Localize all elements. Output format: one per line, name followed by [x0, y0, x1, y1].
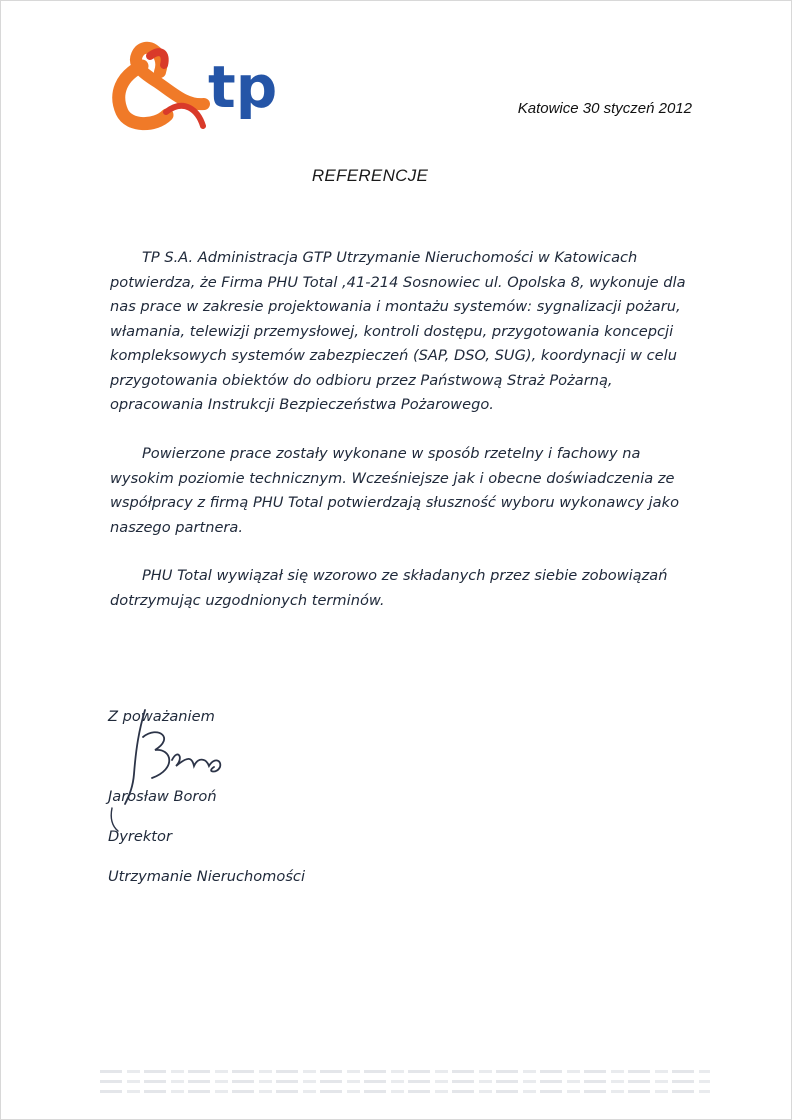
signatory-department: Utrzymanie Nieruchomości	[108, 868, 306, 885]
footer-line	[100, 1070, 710, 1073]
faded-footer	[100, 1070, 710, 1100]
tp-logo-text: tp	[208, 53, 278, 121]
handwritten-signature-icon	[100, 690, 240, 840]
tp-logo-icon	[112, 34, 282, 134]
paragraph-1: TP S.A. Administracja GTP Utrzymanie Nieruchomości w Katowicach potwierdza, że Firma PHU Total ,41-214 Sosnowiec ul. Opolska 8, wykonuje dla nas prace w zakresie projektowania i montażu systemów: sygnalizacji pożaru, włamania, telewizji przemysłowej, kontroli dostępu, przygotowania koncepcji kompleksowych systemów zabezpieczeń (SAP, DSO, SUG), koordynacji w celu przygotowania obiektów do odbioru przez Państwową Straż Pożarną, opracowania Instrukcji Bezpieczeństwa Pożarowego.	[110, 249, 686, 413]
paragraph-2: Powierzone prace zostały wykonane w sposób rzetelny i fachowy na wysokim poziomie technicznym. Wcześniejsze jak i obecne doświadczenia ze współpracy z firmą PHU Total potwierdzają słuszność wyboru wykonawcy jako naszego partnera.	[110, 445, 679, 536]
signatory-role: Dyrektor	[108, 828, 172, 845]
signature-graphic	[100, 690, 240, 840]
tp-logo	[112, 34, 282, 134]
signatory-name: Jarosław Boroń	[108, 788, 217, 805]
footer-line	[100, 1090, 710, 1093]
closing-regards: Z poważaniem	[108, 708, 215, 725]
paragraph-3: PHU Total wywiązał się wzorowo ze składanych przez siebie zobowiązań dotrzymując uzgodnionych terminów.	[110, 567, 668, 609]
letter-date: Katowice 30 styczeń 2012	[517, 100, 692, 117]
document-title: REFERENCJE	[311, 166, 429, 185]
footer-line	[100, 1080, 710, 1083]
